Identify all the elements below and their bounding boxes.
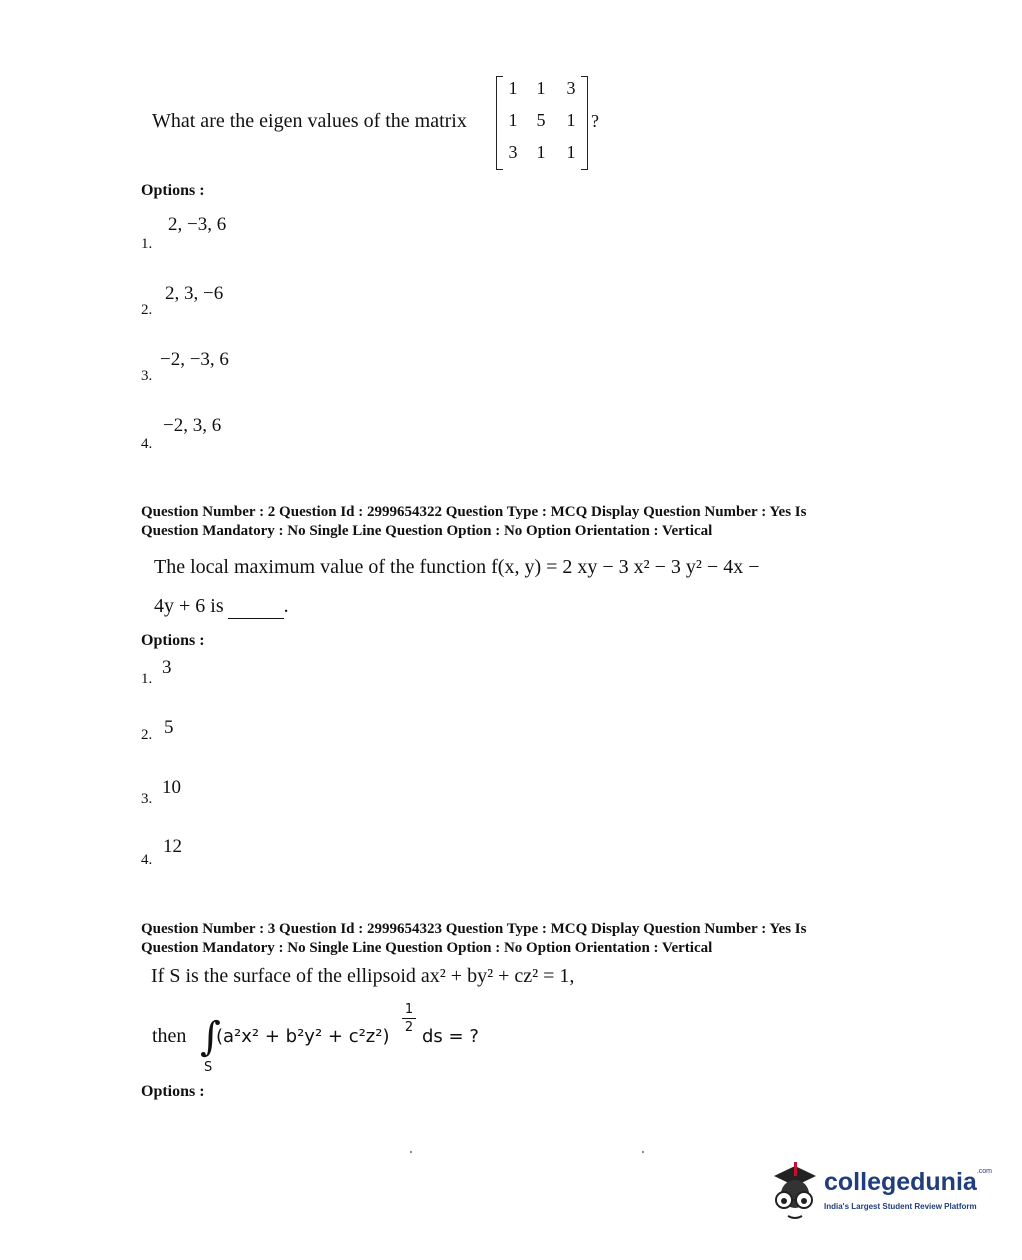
option-3-value[interactable]: −2, −3, 6	[160, 349, 229, 370]
logo-brand	[824, 1168, 992, 1197]
integral-subscript: S	[204, 1060, 213, 1075]
collegedunia-logo	[768, 1158, 998, 1228]
exponent-numerator: 1	[404, 1002, 414, 1017]
matrix-cell: 3	[566, 78, 576, 98]
option-3-number: 3.	[141, 368, 153, 384]
scan-dot	[410, 1151, 412, 1153]
matrix	[496, 74, 588, 170]
matrix-cell: 1	[536, 142, 546, 162]
option-1-value[interactable]: 3	[162, 657, 172, 678]
integrand: (a²x² + b²y² + c²z²)	[216, 1026, 390, 1047]
exponent-denominator: 2	[404, 1020, 414, 1035]
mascot-icon	[768, 1158, 822, 1222]
option-2-value[interactable]: 2, 3, −6	[165, 283, 224, 304]
option-3-number: 3.	[141, 791, 153, 807]
matrix-left-bracket	[496, 76, 503, 170]
matrix-cell: 1	[566, 110, 576, 130]
options-label: Options :	[141, 1083, 205, 1100]
option-4-number: 4.	[141, 852, 153, 868]
matrix-cell: 5	[536, 110, 546, 130]
logo-suffix: .com	[976, 1168, 992, 1175]
scan-dot	[642, 1151, 644, 1153]
option-4-value[interactable]: −2, 3, 6	[163, 415, 222, 436]
question-2-text-line-2	[154, 595, 289, 619]
then-label: then	[152, 1025, 187, 1047]
integral-tail: ds = ?	[422, 1026, 479, 1047]
matrix-right-bracket	[581, 76, 588, 170]
question-3-text: If S is the surface of the ellipsoid ax² + by² + cz² = 1,	[151, 965, 575, 987]
question-3-meta-line-1: Question Number : 3 Question Id : 2999654323 Question Type : MCQ Display Question Number : Yes Is	[141, 921, 807, 937]
question-2-meta-line-1: Question Number : 2 Question Id : 2999654322 Question Type : MCQ Display Question Number : Yes Is	[141, 504, 807, 520]
question-mark: ?	[591, 111, 599, 131]
question-2-text-line-2-main: 4y + 6 is	[154, 595, 224, 617]
matrix-cell: 1	[536, 78, 546, 98]
question-2-text-line-1: The local maximum value of the function f(x, y) = 2 xy − 3 x² − 3 y² − 4x −	[154, 556, 760, 578]
logo-tagline: India's Largest Student Review Platform	[824, 1202, 977, 1211]
options-label: Options :	[141, 632, 205, 649]
matrix-cell: 1	[508, 78, 518, 98]
answer-blank	[228, 595, 284, 619]
matrix-cell: 1	[566, 142, 576, 162]
question-3-meta-line-2: Question Mandatory : No Single Line Question Option : No Option Orientation : Vertical	[141, 940, 713, 956]
question-2-meta-line-2: Question Mandatory : No Single Line Question Option : No Option Orientation : Vertical	[141, 523, 713, 539]
options-label: Options :	[141, 182, 205, 199]
matrix-cell: 3	[508, 142, 518, 162]
option-4-number: 4.	[141, 436, 153, 452]
exponent-fraction	[402, 1002, 416, 1035]
option-1-value[interactable]: 2, −3, 6	[168, 214, 227, 235]
matrix-cell: 1	[508, 110, 518, 130]
question-1-text: What are the eigen values of the matrix	[152, 110, 467, 132]
logo-brand-text: collegedunia	[824, 1168, 977, 1196]
option-4-value[interactable]: 12	[163, 836, 182, 857]
option-1-number: 1.	[141, 236, 153, 252]
question-2-meta	[141, 503, 881, 541]
option-2-value[interactable]: 5	[164, 717, 174, 738]
question-3-meta	[141, 920, 881, 958]
fraction-bar	[402, 1018, 416, 1019]
integral-sign: ∫	[200, 1014, 221, 1060]
question-2-text-line-2-end: .	[283, 595, 289, 617]
option-1-number: 1.	[141, 671, 153, 687]
surface-integral	[152, 1002, 492, 1080]
option-2-number: 2.	[141, 302, 153, 318]
option-3-value[interactable]: 10	[162, 777, 181, 798]
option-2-number: 2.	[141, 727, 153, 743]
